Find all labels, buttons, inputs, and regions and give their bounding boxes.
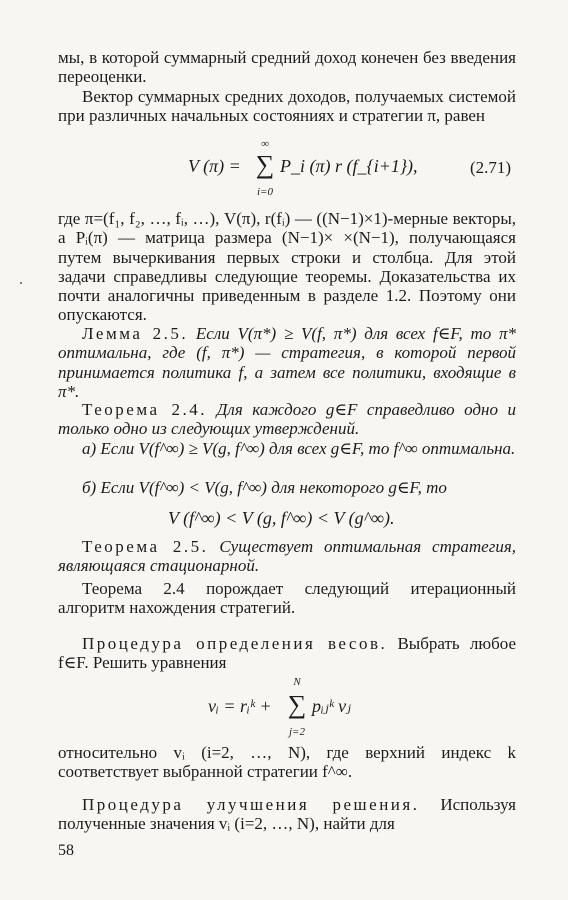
sum-lower-limit: i=0: [257, 186, 273, 198]
lemma-2-5: [58, 324, 516, 401]
theorem-2-5-text: Существует оптимальная стратегия, являющаяся стационарной.: [58, 537, 516, 576]
equation-2-71-rhs: P_i (π) r (f_{i+1}),: [280, 156, 418, 176]
equation-weights-rhs: pᵢⱼᵏ vⱼ: [312, 696, 351, 716]
margin-dot-mark: [20, 282, 22, 284]
theorem-2-5: [58, 537, 516, 576]
theorem-2-4-text: Для каждого g∈F справедливо одно и только одно из следующих утверждений.: [58, 400, 517, 439]
paragraph-relative: относительно vᵢ (i=2, …, N), где верхний индекс k соответствует выбранной стратегии f^∞.: [58, 743, 516, 782]
sum-upper-limit: N: [293, 676, 301, 688]
sum-upper-limit: ∞: [261, 138, 269, 150]
sum-lower-limit: j=2: [289, 726, 305, 738]
paragraph-definitions: где π=(f₁, f₂, …, fᵢ, …), V(π), r(fᵢ) — ((N−1)×1)-мерные векторы, а Pᵢ(π) — матрица размера (N−1)× ×(N−1), получающаяся путем вычеркивания первых строки и столбца. Для этой задачи справедливы следующие теоремы. Доказательства их почти аналогичны приведенным в разделе 1.2. Поэтому они опускаются.: [58, 209, 516, 325]
paragraph-continuation: мы, в которой суммарный средний доход конечен без введения переоценки.: [58, 48, 516, 87]
equation-2-71-lhs: V (π) =: [188, 156, 241, 176]
procedure-improvement: [58, 795, 516, 834]
procedure-weights-label: Процедура определения весов.: [82, 634, 388, 653]
theorem-2-5-label: Теорема 2.5.: [82, 537, 209, 556]
lemma-label: Лемма 2.5.: [82, 324, 189, 343]
theorem-2-4: [58, 400, 516, 439]
theorem-2-4-b-text: б) Если V(f^∞) < V(g, f^∞) для некоторого g∈F, то: [82, 478, 447, 497]
theorem-2-4-label: Теорема 2.4.: [82, 400, 208, 419]
theorem-2-4-item-a: [58, 439, 516, 458]
procedure-improvement-label: Процедура улучшения решения.: [82, 795, 420, 814]
equation-number: (2.71): [470, 158, 512, 177]
theorem-2-4-item-b: [58, 478, 516, 497]
inequality-display: V (f^∞) < V (g, f^∞) < V (g^∞).: [168, 508, 395, 528]
paragraph-algorithm: Теорема 2.4 порождает следующий итерационный алгоритм нахождения стратегий.: [58, 579, 516, 618]
procedure-improvement-text: Используя полученные значения vᵢ (i=2, …, N), найти для: [58, 795, 516, 834]
theorem-2-4-a-text: а) Если V(f^∞) ≥ V(g, f^∞) для всех g∈F, то f^∞ оптимальна.: [82, 439, 516, 458]
procedure-weights-text: Выбрать любое f∈F. Решить уравнения: [58, 634, 516, 673]
sum-symbol-icon: ∞ ∑ i=0: [255, 138, 275, 198]
page-number: 58: [58, 842, 74, 859]
procedure-weights: [58, 634, 516, 673]
paragraph-income-vector: Вектор суммарных средних доходов, получаемых системой при различных начальных состояниях и стратегии π, равен: [58, 87, 516, 126]
sum-symbol-icon: N ∑ j=2: [287, 676, 307, 738]
equation-weights-lhs: vᵢ = rᵢᵏ +: [208, 696, 272, 716]
lemma-text: Если V(π*) ≥ V(f, π*) для всех f∈F, то π* оптимальна, где (f, π*) — стратегия, в которой первой принимается политика f, а затем все политики, входящие в π*.: [58, 324, 516, 401]
